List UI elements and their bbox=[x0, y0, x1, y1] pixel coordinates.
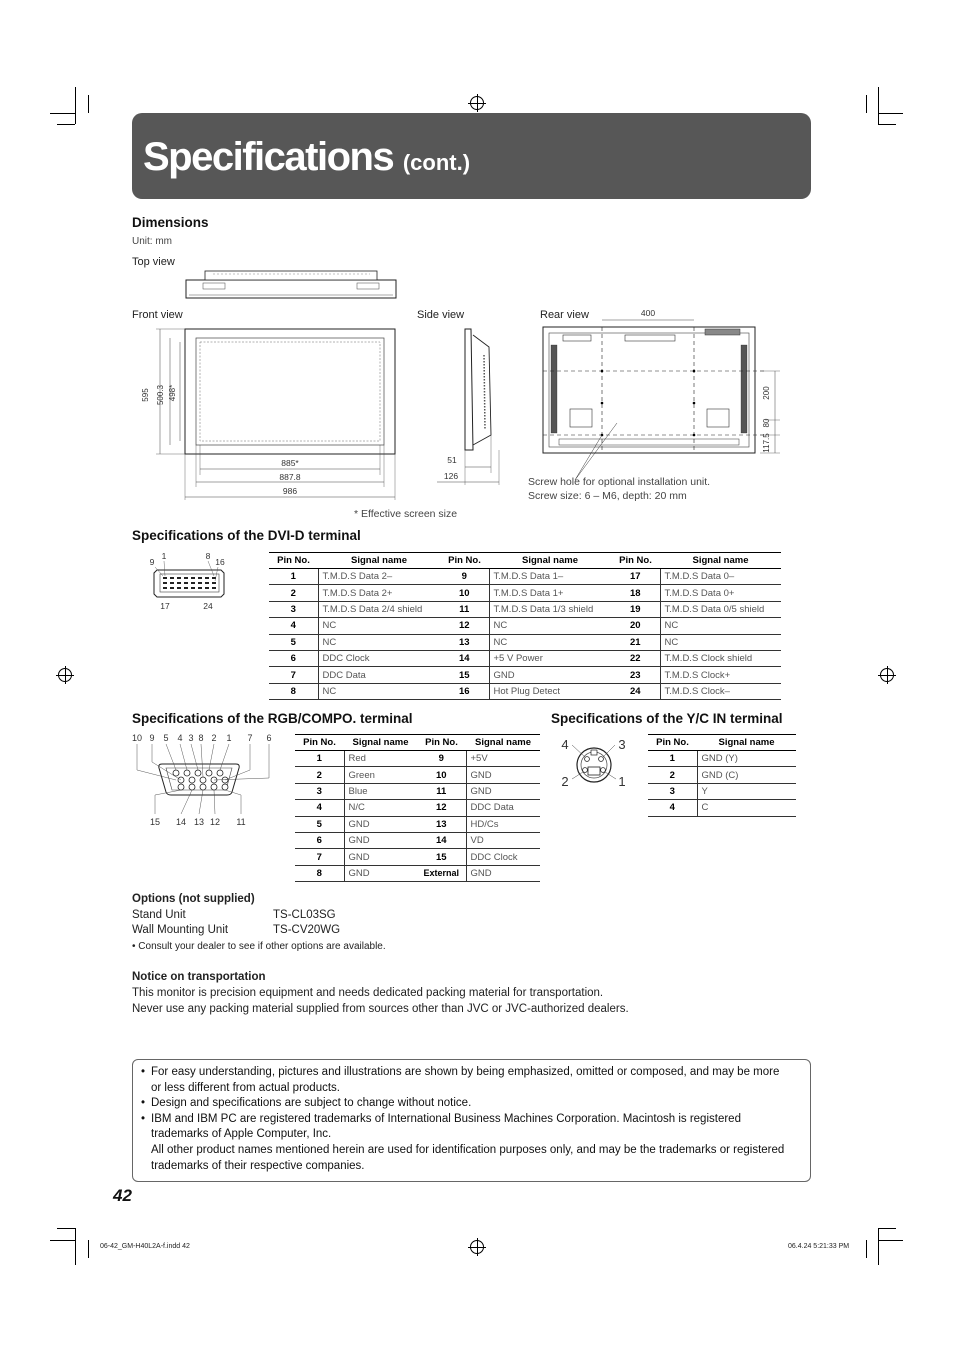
signal-name: DDC Data bbox=[318, 667, 440, 683]
dvi-pin-1-label: 1 bbox=[161, 551, 167, 561]
rgb-pin-label: 10 bbox=[131, 733, 143, 743]
pin-number: 4 bbox=[648, 800, 697, 816]
table-row bbox=[269, 585, 781, 601]
signal-name: GND bbox=[344, 865, 417, 881]
crop-mark bbox=[50, 113, 75, 114]
col-pin-header: Pin No. bbox=[417, 735, 466, 751]
pin-number: 10 bbox=[440, 585, 489, 601]
signal-name: T.M.D.S Data 1– bbox=[489, 569, 611, 585]
pin-number: 5 bbox=[269, 634, 318, 650]
pin-number: 16 bbox=[440, 683, 489, 699]
pin-number: 2 bbox=[295, 767, 344, 783]
signal-name: NC bbox=[660, 618, 781, 634]
col-signal-header: Signal name bbox=[697, 735, 796, 751]
pin-number: 12 bbox=[417, 800, 466, 816]
signal-name: GND bbox=[344, 816, 417, 832]
pin-number: 8 bbox=[295, 865, 344, 881]
pin-number: 18 bbox=[611, 585, 660, 601]
pin-number: 12 bbox=[440, 618, 489, 634]
col-pin-header: Pin No. bbox=[648, 735, 697, 751]
dim-51: 51 bbox=[447, 455, 457, 465]
signal-name: GND (C) bbox=[697, 767, 796, 783]
options-note: • Consult your dealer to see if other options are available. bbox=[132, 941, 386, 952]
signal-name: GND bbox=[489, 667, 611, 683]
registration-mark-icon bbox=[470, 1240, 484, 1254]
top-view-label: Top view bbox=[132, 256, 175, 268]
signal-name: T.M.D.S Data 1/3 shield bbox=[489, 601, 611, 617]
dim-117-5: 117.5 bbox=[762, 433, 771, 453]
dvi-pin-17-label: 17 bbox=[160, 601, 170, 611]
crop-mark bbox=[878, 1228, 879, 1265]
crop-mark bbox=[50, 1240, 75, 1241]
pin-number: 14 bbox=[417, 832, 466, 848]
page-header bbox=[132, 113, 811, 199]
transport-line-1: This monitor is precision equipment and needs dedicated packing material for transportation. bbox=[132, 987, 604, 999]
crop-mark bbox=[88, 1240, 89, 1258]
rear-view-label: Rear view bbox=[540, 309, 589, 321]
signal-name: GND bbox=[466, 865, 540, 881]
signal-name: T.M.D.S Data 0+ bbox=[660, 585, 781, 601]
crop-mark bbox=[866, 1240, 867, 1258]
pin-number: 1 bbox=[269, 569, 318, 585]
pin-number: 15 bbox=[417, 849, 466, 865]
yc-connector-icon bbox=[555, 733, 635, 793]
signal-name: HD/Cs bbox=[466, 816, 540, 832]
footer-file: 06-42_GM-H40L2A-f.indd 42 bbox=[100, 1243, 190, 1250]
table-row bbox=[295, 783, 540, 799]
screw-note-2: Screw size: 6 – M6, depth: 20 mm bbox=[528, 490, 687, 502]
pin-number: 19 bbox=[611, 601, 660, 617]
signal-name: T.M.D.S Clock– bbox=[660, 683, 781, 699]
dim-498: 498* bbox=[168, 384, 177, 402]
pin-number: 8 bbox=[269, 683, 318, 699]
crop-mark bbox=[866, 95, 867, 113]
crop-mark bbox=[57, 1228, 75, 1229]
pin-number: 2 bbox=[648, 767, 697, 783]
col-pin-header: Pin No. bbox=[440, 553, 489, 569]
rgb-pin-label: 5 bbox=[163, 733, 169, 743]
crop-mark bbox=[878, 1228, 896, 1229]
signal-name: +5 V Power bbox=[489, 650, 611, 666]
option-stand-value: TS-CL03SG bbox=[273, 909, 336, 921]
table-row bbox=[269, 634, 781, 650]
rgb-pin-label: 14 bbox=[175, 817, 187, 827]
pin-number: 20 bbox=[611, 618, 660, 634]
signal-name: NC bbox=[318, 683, 440, 699]
table-row bbox=[295, 800, 540, 816]
signal-name: T.M.D.S Data 1+ bbox=[489, 585, 611, 601]
pin-number: 6 bbox=[269, 650, 318, 666]
table-row bbox=[648, 751, 796, 767]
rgb-pin-label: 15 bbox=[149, 817, 161, 827]
registration-mark-icon bbox=[470, 96, 484, 110]
dvi-heading: Specifications of the DVI-D terminal bbox=[132, 528, 361, 543]
rgb-pin-label: 1 bbox=[226, 733, 232, 743]
yc-pin-4-label: 4 bbox=[561, 737, 569, 752]
dim-200: 200 bbox=[762, 386, 771, 400]
rgb-pin-label: 9 bbox=[149, 733, 155, 743]
pin-number: 10 bbox=[417, 767, 466, 783]
table-row bbox=[269, 650, 781, 666]
transport-heading: Notice on transportation bbox=[132, 971, 266, 983]
yc-pin-2-label: 2 bbox=[561, 774, 569, 789]
pin-number: 23 bbox=[611, 667, 660, 683]
pin-number: External bbox=[417, 865, 466, 881]
col-pin-header: Pin No. bbox=[611, 553, 660, 569]
table-row bbox=[295, 832, 540, 848]
crop-mark bbox=[878, 113, 903, 114]
signal-name: T.M.D.S Data 0– bbox=[660, 569, 781, 585]
table-header-row bbox=[269, 553, 781, 569]
rgb-pin-label: 4 bbox=[177, 733, 183, 743]
options-heading: Options (not supplied) bbox=[132, 893, 255, 905]
yc-pin-table bbox=[648, 734, 796, 817]
crop-mark bbox=[75, 1228, 76, 1265]
table-row bbox=[269, 569, 781, 585]
pin-number: 2 bbox=[269, 585, 318, 601]
col-signal-header: Signal name bbox=[466, 735, 540, 751]
col-pin-header: Pin No. bbox=[295, 735, 344, 751]
dim-887-8: 887.8 bbox=[279, 472, 301, 482]
notes-box bbox=[132, 1059, 811, 1182]
crop-mark bbox=[88, 95, 89, 113]
crop-mark bbox=[878, 1240, 903, 1241]
col-signal-header: Signal name bbox=[660, 553, 781, 569]
list-item: • For easy understanding, pictures and illustrations are shown by being emphasized, omitted or composed, and may be more or less different from actual products. bbox=[141, 1065, 791, 1096]
rear-view-drawing bbox=[535, 305, 785, 480]
list-item: • Design and specifications are subject to change without notice. bbox=[141, 1096, 791, 1112]
signal-name: GND bbox=[466, 783, 540, 799]
dvi-pin-24-label: 24 bbox=[203, 601, 213, 611]
registration-mark-icon bbox=[58, 668, 72, 682]
table-row bbox=[295, 751, 540, 767]
pin-number: 13 bbox=[417, 816, 466, 832]
title-text: Specifications bbox=[143, 135, 394, 179]
signal-name: T.M.D.S Data 2+ bbox=[318, 585, 440, 601]
table-row bbox=[269, 618, 781, 634]
signal-name: Red bbox=[344, 751, 417, 767]
page-title bbox=[143, 135, 470, 180]
dim-80: 80 bbox=[762, 418, 771, 428]
table-row bbox=[295, 816, 540, 832]
pin-number: 7 bbox=[295, 849, 344, 865]
rgb-heading: Specifications of the RGB/COMPO. terminal bbox=[132, 711, 413, 726]
pin-number: 21 bbox=[611, 634, 660, 650]
table-row bbox=[295, 767, 540, 783]
pin-number: 13 bbox=[440, 634, 489, 650]
dimensions-heading: Dimensions bbox=[132, 215, 209, 230]
dvi-pin-16-label: 16 bbox=[215, 557, 225, 567]
signal-name: GND (Y) bbox=[697, 751, 796, 767]
pin-number: 14 bbox=[440, 650, 489, 666]
signal-name: T.M.D.S Data 0/5 shield bbox=[660, 601, 781, 617]
pin-number: 3 bbox=[269, 601, 318, 617]
col-signal-header: Signal name bbox=[489, 553, 611, 569]
unit-label: Unit: mm bbox=[132, 236, 172, 247]
col-signal-header: Signal name bbox=[318, 553, 440, 569]
front-view-drawing bbox=[140, 325, 402, 505]
signal-name: C bbox=[697, 800, 796, 816]
signal-name: NC bbox=[660, 634, 781, 650]
top-view-drawing bbox=[185, 268, 397, 300]
pin-number: 9 bbox=[440, 569, 489, 585]
signal-name: Y bbox=[697, 783, 796, 799]
list-item-continuation: All other product names mentioned herein are used for identification purposes only, and may be the trademarks or registered trademarks of their respective companies. bbox=[151, 1143, 785, 1172]
pin-number: 4 bbox=[269, 618, 318, 634]
dim-126: 126 bbox=[443, 471, 459, 481]
pin-number: 4 bbox=[295, 800, 344, 816]
table-header-row bbox=[295, 735, 540, 751]
crop-mark bbox=[878, 87, 879, 124]
registration-mark-icon bbox=[880, 668, 894, 682]
pin-number: 15 bbox=[440, 667, 489, 683]
signal-name: DDC Clock bbox=[318, 650, 440, 666]
rgb-pin-label: 11 bbox=[236, 817, 246, 827]
signal-name: +5V bbox=[466, 751, 540, 767]
pin-number: 3 bbox=[648, 783, 697, 799]
table-row bbox=[648, 783, 796, 799]
signal-name: Green bbox=[344, 767, 417, 783]
rgb-pin-label: 3 bbox=[188, 733, 194, 743]
pin-number: 17 bbox=[611, 569, 660, 585]
crop-mark bbox=[878, 124, 896, 125]
yc-pin-3-label: 3 bbox=[618, 737, 626, 752]
signal-name: T.M.D.S Clock shield bbox=[660, 650, 781, 666]
pin-number: 22 bbox=[611, 650, 660, 666]
dvi-pin-table bbox=[269, 552, 781, 700]
pin-number: 7 bbox=[269, 667, 318, 683]
dvi-connector-icon bbox=[145, 550, 235, 612]
signal-name: GND bbox=[466, 767, 540, 783]
yc-heading: Specifications of the Y/C IN terminal bbox=[551, 711, 783, 726]
list-item: • IBM and IBM PC are registered trademarks of International Business Machines Corporation. Macintosh is registered trademarks of Apple Computer, Inc. bbox=[141, 1112, 791, 1143]
table-row bbox=[648, 800, 796, 816]
front-view-label: Front view bbox=[132, 309, 183, 321]
pin-number: 1 bbox=[295, 751, 344, 767]
footer-date: 06.4.24 5:21:33 PM bbox=[788, 1243, 850, 1250]
table-header-row bbox=[648, 735, 796, 751]
signal-name: T.M.D.S Clock+ bbox=[660, 667, 781, 683]
dim-500-3: 500.3 bbox=[156, 384, 165, 406]
pin-number: 6 bbox=[295, 832, 344, 848]
rgb-connector-icon bbox=[128, 730, 278, 828]
rgb-pin-label: 6 bbox=[266, 733, 272, 743]
rgb-pin-label: 2 bbox=[211, 733, 217, 743]
pin-number: 24 bbox=[611, 683, 660, 699]
page-number: 42 bbox=[113, 1186, 132, 1205]
signal-name: Hot Plug Detect bbox=[489, 683, 611, 699]
signal-name: GND bbox=[344, 849, 417, 865]
pin-number: 3 bbox=[295, 783, 344, 799]
pin-number: 9 bbox=[417, 751, 466, 767]
crop-mark bbox=[75, 87, 76, 124]
screw-note-1: Screw hole for optional installation unit. bbox=[528, 476, 711, 488]
dim-595: 595 bbox=[141, 388, 150, 402]
pin-number: 1 bbox=[648, 751, 697, 767]
dim-986: 986 bbox=[282, 486, 298, 496]
dim-400: 400 bbox=[640, 308, 656, 318]
effective-note: * Effective screen size bbox=[354, 508, 458, 520]
rgb-pin-table bbox=[295, 734, 540, 882]
dvi-pin-9-label: 9 bbox=[149, 557, 155, 567]
signal-name: N/C bbox=[344, 800, 417, 816]
option-wall-value: TS-CV20WG bbox=[273, 924, 341, 936]
signal-name: GND bbox=[344, 832, 417, 848]
option-stand-label: Stand Unit bbox=[132, 909, 186, 921]
title-subtitle: (cont.) bbox=[402, 150, 471, 175]
yc-pin-1-label: 1 bbox=[618, 774, 626, 789]
dim-885: 885* bbox=[281, 458, 299, 468]
signal-name: Blue bbox=[344, 783, 417, 799]
table-row bbox=[295, 849, 540, 865]
side-view-drawing bbox=[437, 325, 507, 487]
rgb-pin-label: 7 bbox=[247, 733, 253, 743]
signal-name: T.M.D.S Data 2/4 shield bbox=[318, 601, 440, 617]
transport-line-2: Never use any packing material supplied from sources other than JVC or JVC-authorized dealers. bbox=[132, 1003, 629, 1015]
table-row bbox=[269, 667, 781, 683]
signal-name: DDC Data bbox=[466, 800, 540, 816]
table-row bbox=[648, 767, 796, 783]
dvi-pin-8-label: 8 bbox=[205, 551, 211, 561]
crop-mark bbox=[57, 124, 75, 125]
signal-name: NC bbox=[318, 634, 440, 650]
signal-name: NC bbox=[318, 618, 440, 634]
option-wall-label: Wall Mounting Unit bbox=[132, 924, 229, 936]
table-row bbox=[269, 601, 781, 617]
table-row bbox=[295, 865, 540, 881]
rgb-pin-label: 13 bbox=[193, 817, 205, 827]
signal-name: T.M.D.S Data 2– bbox=[318, 569, 440, 585]
signal-name: NC bbox=[489, 618, 611, 634]
pin-number: 11 bbox=[417, 783, 466, 799]
signal-name: VD bbox=[466, 832, 540, 848]
notes-list bbox=[141, 1065, 791, 1174]
signal-name: NC bbox=[489, 634, 611, 650]
table-row bbox=[269, 683, 781, 699]
rgb-pin-label: 12 bbox=[209, 817, 221, 827]
pin-number: 5 bbox=[295, 816, 344, 832]
side-view-label: Side view bbox=[417, 309, 465, 321]
pin-number: 11 bbox=[440, 601, 489, 617]
col-pin-header: Pin No. bbox=[269, 553, 318, 569]
col-signal-header: Signal name bbox=[344, 735, 417, 751]
signal-name: DDC Clock bbox=[466, 849, 540, 865]
rgb-pin-label: 8 bbox=[198, 733, 204, 743]
